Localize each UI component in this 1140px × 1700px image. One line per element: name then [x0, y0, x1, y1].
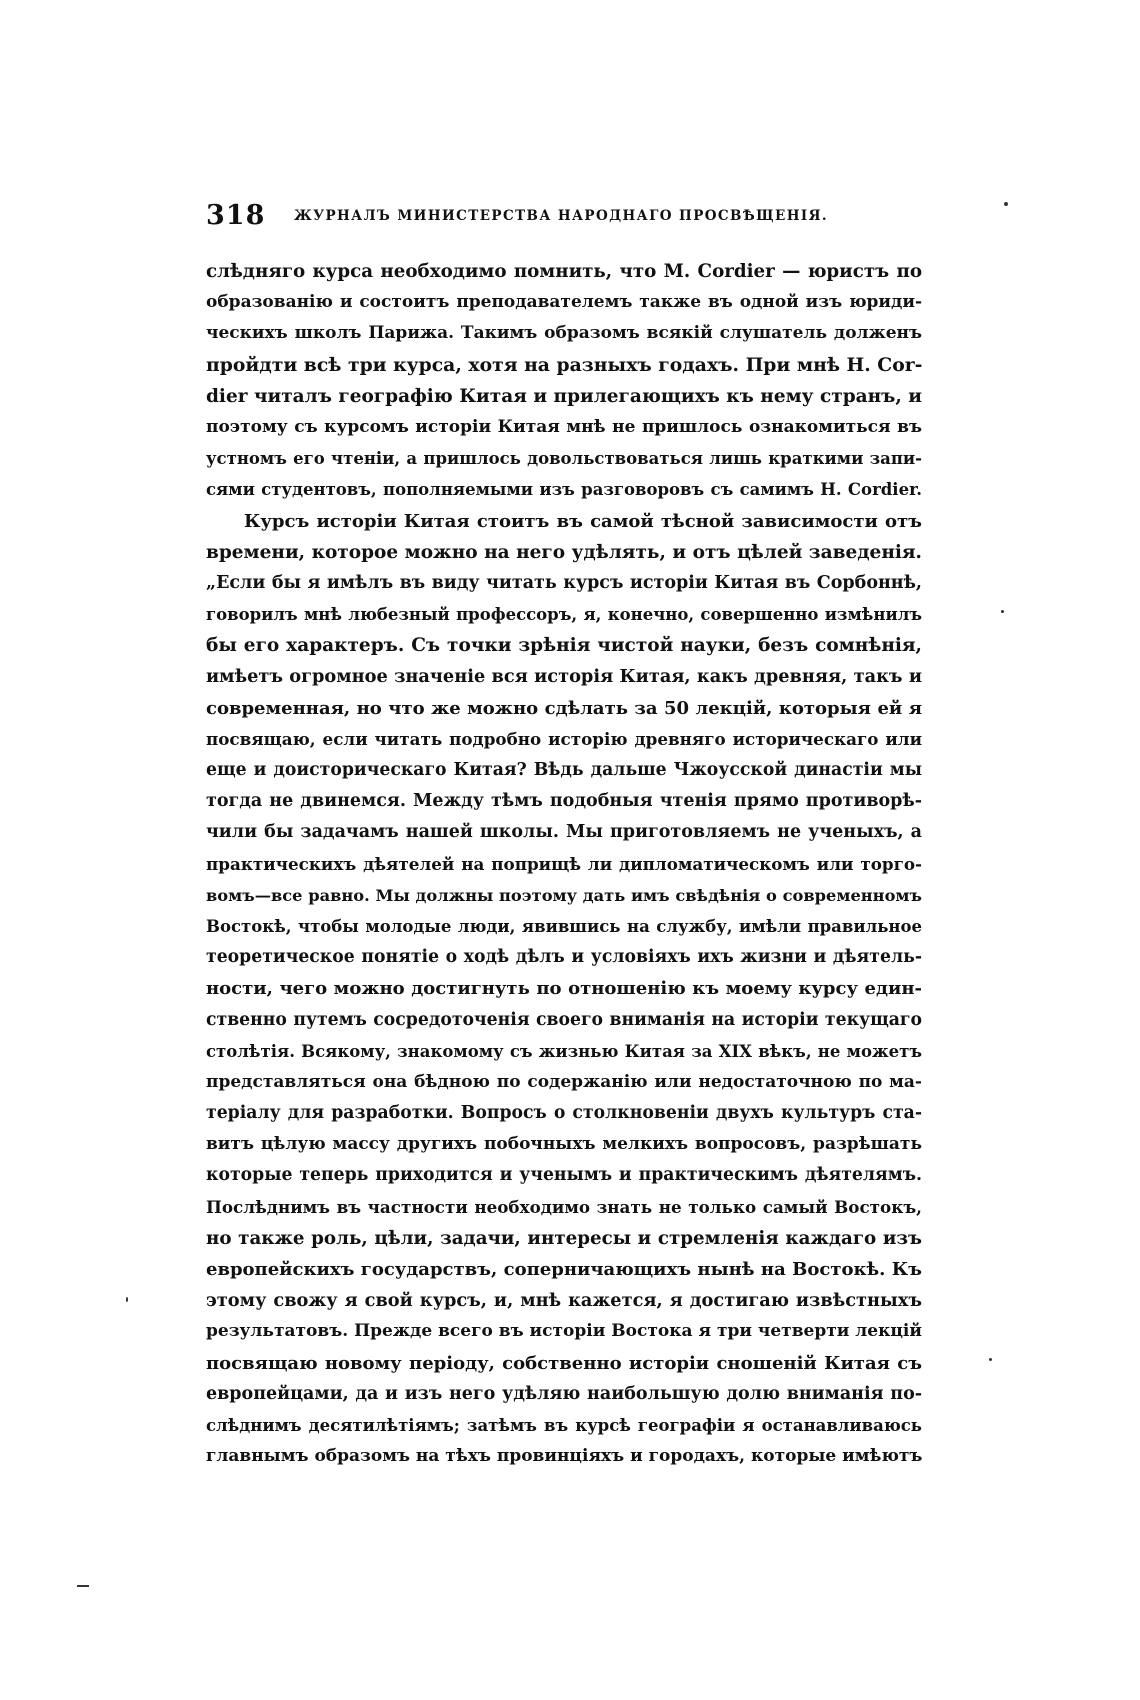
text-line: Послѣднимъ въ частности необходимо знать не только самый Востокъ, — [206, 1196, 922, 1217]
text-line: результатовъ. Прежде всего въ исторіи Востока я три четверти лекцій — [206, 1321, 922, 1342]
text-line: столѣтія. Всякому, знакомому съ жизнью Китая за XIX вѣкъ, не можетъ — [206, 1041, 922, 1061]
text-line: но также роль, цѣли, задачи, интересы и стремленія каждаго изъ — [206, 1227, 922, 1249]
text-line: теріалу для разработки. Вопросъ о столкновеніи двухъ культуръ ста- — [206, 1103, 922, 1124]
text-line: устномъ его чтеніи, а пришлось довольствоваться лишь краткими запи- — [206, 449, 922, 469]
text-line: чили бы задачамъ нашей школы. Мы приготовляемъ не ученыхъ, а — [206, 822, 922, 843]
text-line: Востокѣ, чтобы молодые люди, явившись на службу, имѣли правильное — [206, 916, 922, 936]
text-line: dier читалъ географію Китая и прилегающихъ къ нему странъ, и — [206, 385, 922, 407]
text-line: европейскихъ государствъ, соперничающихъ нынѣ на Востокѣ. Къ — [206, 1259, 922, 1280]
text-line: посвящаю, если читать подробно исторію древняго историческаго или — [206, 728, 922, 749]
page-header — [206, 198, 922, 234]
scan-speck — [126, 1297, 128, 1302]
text-line: теоретическое понятіе о ходѣ дѣлъ и условіяхъ ихъ жизни и дѣятель- — [206, 947, 922, 968]
text-line: представляться она бѣдною по содержанію или недостаточною по ма- — [206, 1071, 922, 1092]
text-line: посвящаю новому періоду, собственно исторіи сношеній Китая съ — [206, 1352, 922, 1374]
text-line: главнымъ образомъ на тѣхъ провинціяхъ и городахъ, которые имѣютъ — [206, 1446, 922, 1467]
scan-speck — [1004, 202, 1008, 206]
running-title: ЖУРНАЛЪ МИНИСТЕРСТВА НАРОДНАГО ПРОСВѢЩЕНІЯ. — [294, 208, 828, 224]
text-line: бы его характеръ. Съ точки зрѣнія чистой науки, безъ сомнѣнія, — [206, 635, 922, 657]
text-line: которые теперь приходится и ученымъ и практическимъ дѣятелямъ. — [206, 1165, 922, 1186]
text-line: практическихъ дѣятелей на поприщѣ ли дипломатическомъ или торго- — [206, 853, 922, 874]
text-line: вомъ—все равно. Мы должны поэтому дать имъ свѣдѣнія о современномъ — [206, 885, 922, 905]
text-line: ности, чего можно достигнуть по отношенію къ моему курсу един- — [206, 978, 922, 1000]
text-line: имѣетъ огромное значеніе вся исторія Китая, какъ древняя, такъ и — [206, 666, 922, 688]
text-line: слѣдняго курса необходимо помнить, что M. Cordier — юристъ по — [206, 261, 922, 282]
text-line: европейцами, да и изъ него удѣляю наибольшую долю вниманія по- — [206, 1383, 922, 1404]
text-line: витъ цѣлую массу другихъ побочныхъ мелкихъ вопросовъ, разрѣшать — [206, 1134, 922, 1155]
scan-mark — [77, 1585, 89, 1587]
text-line: слѣднимъ десятилѣтіямъ; затѣмъ въ курсѣ географіи я останавливаюсь — [206, 1415, 922, 1435]
text-line: современная, но что же можно сдѣлать за 50 лекцій, которыя ей я — [206, 697, 922, 719]
text-line: тогда не двинемся. Между тѣмъ подобныя чтенія прямо противорѣ- — [206, 791, 922, 812]
text-line: еще и доисторическаго Китая? Вѣдь дальше Чжоусской династіи мы — [206, 760, 922, 780]
text-line: времени, которое можно на него удѣлять, и отъ цѣлей заведенія. — [206, 541, 922, 563]
scan-speck — [989, 1358, 992, 1361]
paragraph — [206, 506, 922, 1473]
text-line: ческихъ школъ Парижа. Такимъ образомъ всякій слушатель долженъ — [206, 323, 922, 344]
text-line: говорилъ мнѣ любезный профессоръ, я, конечно, совершенно измѣнилъ — [206, 605, 922, 625]
scan-speck — [1001, 610, 1004, 613]
page-number: 318 — [206, 200, 266, 231]
text-line: сями студентовъ, пополняемыми изъ разговоровъ съ самимъ H. Cordier. — [206, 480, 922, 500]
text-line: поэтому съ курсомъ исторіи Китая мнѣ не пришлось ознакомиться въ — [206, 416, 922, 437]
text-line: пройдти всѣ три курса, хотя на разныхъ годахъ. При мнѣ H. Cor- — [206, 353, 922, 376]
text-line: образованію и состоитъ преподавателемъ также въ одной изъ юриди- — [206, 292, 922, 313]
paragraph — [206, 256, 922, 506]
text-line: Курсъ исторіи Китая стоитъ въ самой тѣсной зависимости отъ — [244, 510, 922, 532]
text-line: „Если бы я имѣлъ въ виду читать курсъ исторіи Китая въ Сорбоннѣ, — [206, 572, 922, 593]
text-line: ственно путемъ сосредоточенія своего вниманія на исторіи текущаго — [206, 1009, 922, 1030]
text-line: этому свожу я свой курсъ, и, мнѣ кажется, я достигаю извѣстныхъ — [206, 1290, 922, 1312]
body-text — [206, 256, 922, 1472]
